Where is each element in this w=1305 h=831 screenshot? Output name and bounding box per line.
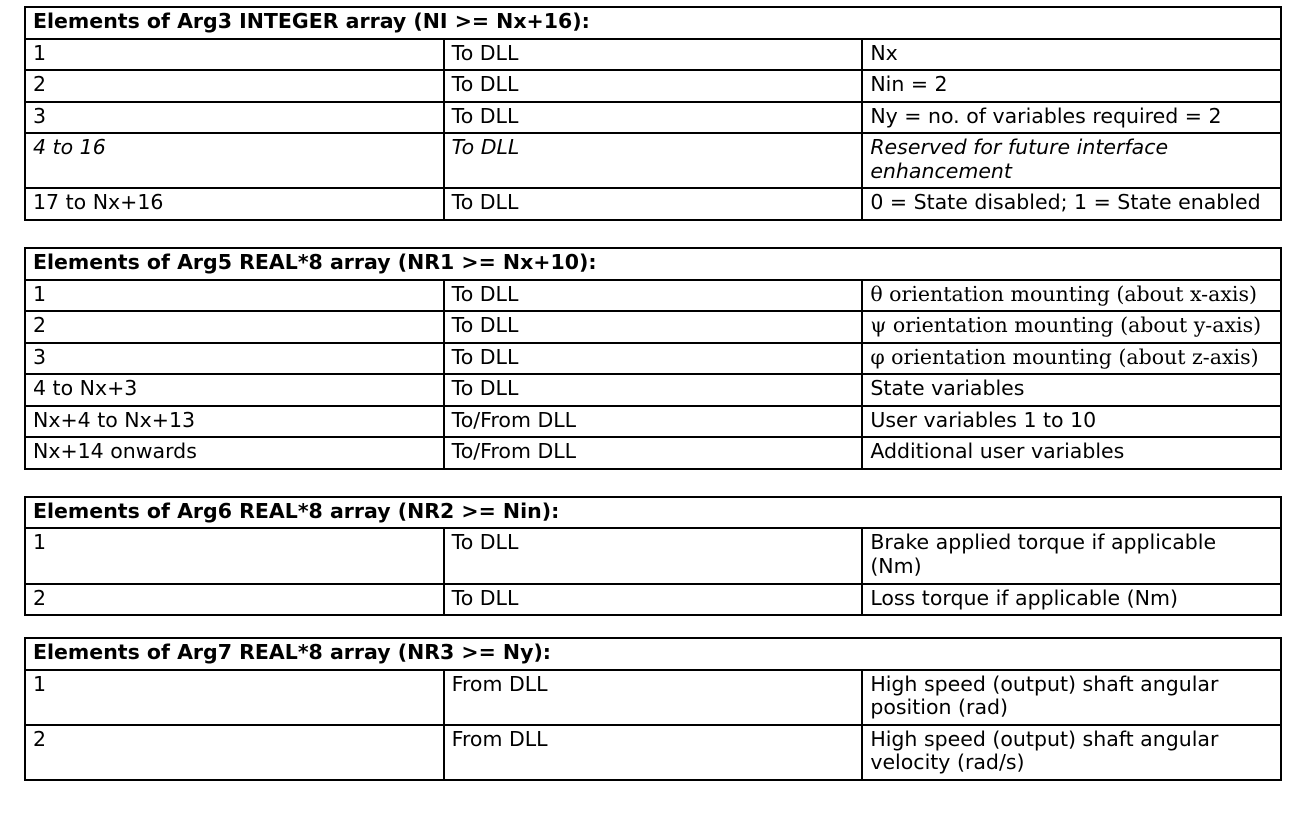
cell-element-index: Nx+4 to Nx+13 xyxy=(25,406,444,438)
table-row xyxy=(25,725,1281,780)
table-header-row xyxy=(25,248,1281,280)
table-row xyxy=(25,311,1281,343)
cell-direction: To DLL xyxy=(444,280,863,312)
cell-element-index: 3 xyxy=(25,102,444,134)
cell-element-index: 1 xyxy=(25,39,444,71)
cell-description: High speed (output) shaft angular velocity (rad/s) xyxy=(862,725,1281,780)
cell-element-index: 2 xyxy=(25,584,444,616)
table-row xyxy=(25,343,1281,375)
cell-direction: To DLL xyxy=(444,70,863,102)
table-row xyxy=(25,280,1281,312)
table-title: Elements of Arg3 INTEGER array (NI >= Nx+16): xyxy=(25,7,1281,39)
table-row xyxy=(25,670,1281,725)
table-header-row xyxy=(25,7,1281,39)
cell-description: θ orientation mounting (about x-axis) xyxy=(862,280,1281,312)
cell-direction: From DLL xyxy=(444,725,863,780)
cell-description: Nin = 2 xyxy=(862,70,1281,102)
table-row xyxy=(25,406,1281,438)
cell-description: φ orientation mounting (about z-axis) xyxy=(862,343,1281,375)
cell-description: ψ orientation mounting (about y-axis) xyxy=(862,311,1281,343)
cell-direction: From DLL xyxy=(444,670,863,725)
table-arg7-real8-array xyxy=(24,637,1282,781)
table-row xyxy=(25,39,1281,71)
table-arg6-real8-array xyxy=(24,496,1282,616)
table-title: Elements of Arg7 REAL*8 array (NR3 >= Ny): xyxy=(25,638,1281,670)
table-spacer xyxy=(24,616,1293,637)
cell-description: Reserved for future interface enhancement xyxy=(862,133,1281,188)
table-arg5-real8-array xyxy=(24,247,1282,470)
table-row xyxy=(25,188,1281,220)
cell-description: Brake applied torque if applicable (Nm) xyxy=(862,528,1281,583)
cell-direction: To DLL xyxy=(444,133,863,188)
cell-direction: To DLL xyxy=(444,584,863,616)
cell-direction: To DLL xyxy=(444,343,863,375)
table-title: Elements of Arg5 REAL*8 array (NR1 >= Nx+10): xyxy=(25,248,1281,280)
cell-direction: To DLL xyxy=(444,102,863,134)
cell-direction: To DLL xyxy=(444,374,863,406)
cell-element-index: Nx+14 onwards xyxy=(25,437,444,469)
table-title: Elements of Arg6 REAL*8 array (NR2 >= Nin): xyxy=(25,497,1281,529)
cell-description: Loss torque if applicable (Nm) xyxy=(862,584,1281,616)
cell-element-index: 2 xyxy=(25,70,444,102)
cell-element-index: 2 xyxy=(25,311,444,343)
cell-element-index: 4 to Nx+3 xyxy=(25,374,444,406)
table-row xyxy=(25,437,1281,469)
cell-description: Additional user variables xyxy=(862,437,1281,469)
cell-direction: To/From DLL xyxy=(444,406,863,438)
table-row xyxy=(25,70,1281,102)
table-header-row xyxy=(25,497,1281,529)
cell-direction: To DLL xyxy=(444,528,863,583)
cell-direction: To DLL xyxy=(444,39,863,71)
cell-description: 0 = State disabled; 1 = State enabled xyxy=(862,188,1281,220)
table-row xyxy=(25,133,1281,188)
cell-description: User variables 1 to 10 xyxy=(862,406,1281,438)
cell-element-index: 3 xyxy=(25,343,444,375)
table-row xyxy=(25,528,1281,583)
table-spacer xyxy=(24,470,1293,496)
cell-element-index: 1 xyxy=(25,280,444,312)
table-row xyxy=(25,584,1281,616)
cell-description: High speed (output) shaft angular position (rad) xyxy=(862,670,1281,725)
cell-element-index: 1 xyxy=(25,528,444,583)
table-row xyxy=(25,374,1281,406)
cell-description: Ny = no. of variables required = 2 xyxy=(862,102,1281,134)
cell-element-index: 2 xyxy=(25,725,444,780)
table-arg3-integer-array xyxy=(24,6,1282,221)
table-spacer xyxy=(24,221,1293,247)
cell-direction: To DLL xyxy=(444,188,863,220)
cell-element-index: 17 to Nx+16 xyxy=(25,188,444,220)
cell-description: State variables xyxy=(862,374,1281,406)
cell-direction: To DLL xyxy=(444,311,863,343)
cell-element-index: 4 to 16 xyxy=(25,133,444,188)
table-header-row xyxy=(25,638,1281,670)
cell-description: Nx xyxy=(862,39,1281,71)
cell-direction: To/From DLL xyxy=(444,437,863,469)
cell-element-index: 1 xyxy=(25,670,444,725)
table-row xyxy=(25,102,1281,134)
